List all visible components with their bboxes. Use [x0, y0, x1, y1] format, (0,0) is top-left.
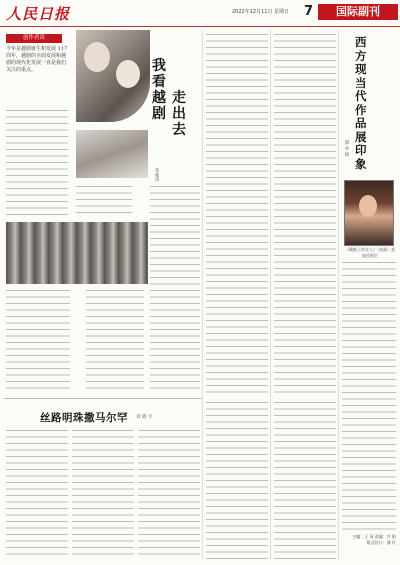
article-body-column — [6, 110, 68, 215]
page-number: 7 — [304, 4, 314, 19]
section-rule — [4, 398, 202, 399]
article-body-column — [72, 430, 134, 560]
article-body-column — [6, 290, 70, 394]
article-body-column — [6, 430, 68, 560]
article-body-column — [86, 290, 144, 394]
article-body-column — [206, 402, 268, 560]
column-rule — [338, 30, 339, 560]
article-body-column — [274, 34, 336, 394]
feature-byline: 茅威涛 — [154, 168, 159, 182]
feature-title-part2: 走出去 — [172, 90, 186, 138]
silk-article-title: 丝路明珠撒马尔罕 — [40, 412, 128, 424]
right-feature-title: 西方现当代作品展印象 — [355, 35, 367, 171]
portrait-painting — [344, 180, 394, 246]
portrait-caption: 《戴帽子的女人》（油画）莫迪里阿尼 — [345, 247, 395, 258]
opera-photo — [76, 30, 150, 122]
article-body-column — [150, 186, 200, 394]
silk-article-byline: 刘 晓 宇 — [136, 415, 153, 420]
page-header — [0, 0, 400, 27]
masthead: 人民日报 — [6, 5, 71, 23]
credits-line: 版式设计：潘 红 — [366, 540, 396, 545]
column-rule — [270, 30, 271, 560]
stage-photo — [76, 130, 148, 178]
right-feature-byline: 邵 亦 杨 — [344, 140, 349, 157]
column-rule — [202, 30, 203, 560]
feature-title: 我看越剧 — [152, 58, 166, 122]
credits-line: 主编：王 珂 责编：许 阳 — [352, 534, 396, 539]
article-body-column — [138, 430, 200, 560]
page-credits — [330, 534, 396, 546]
article-body-column — [76, 186, 132, 216]
article-body-column — [342, 262, 396, 530]
lede-text: 今年是越剧诞生和发展 117 周年，越剧的全面发展和越剧的现代化发展一直是我们关注的重点。 — [6, 46, 68, 73]
dateline: 2022年12月11日 星期日 — [232, 9, 290, 15]
article-body-column — [274, 402, 336, 560]
section-label: 国际副刊 — [318, 4, 398, 20]
article-body-column — [206, 34, 268, 394]
audience-photo — [6, 222, 148, 284]
author-tag: 创作者谈 — [6, 34, 62, 43]
